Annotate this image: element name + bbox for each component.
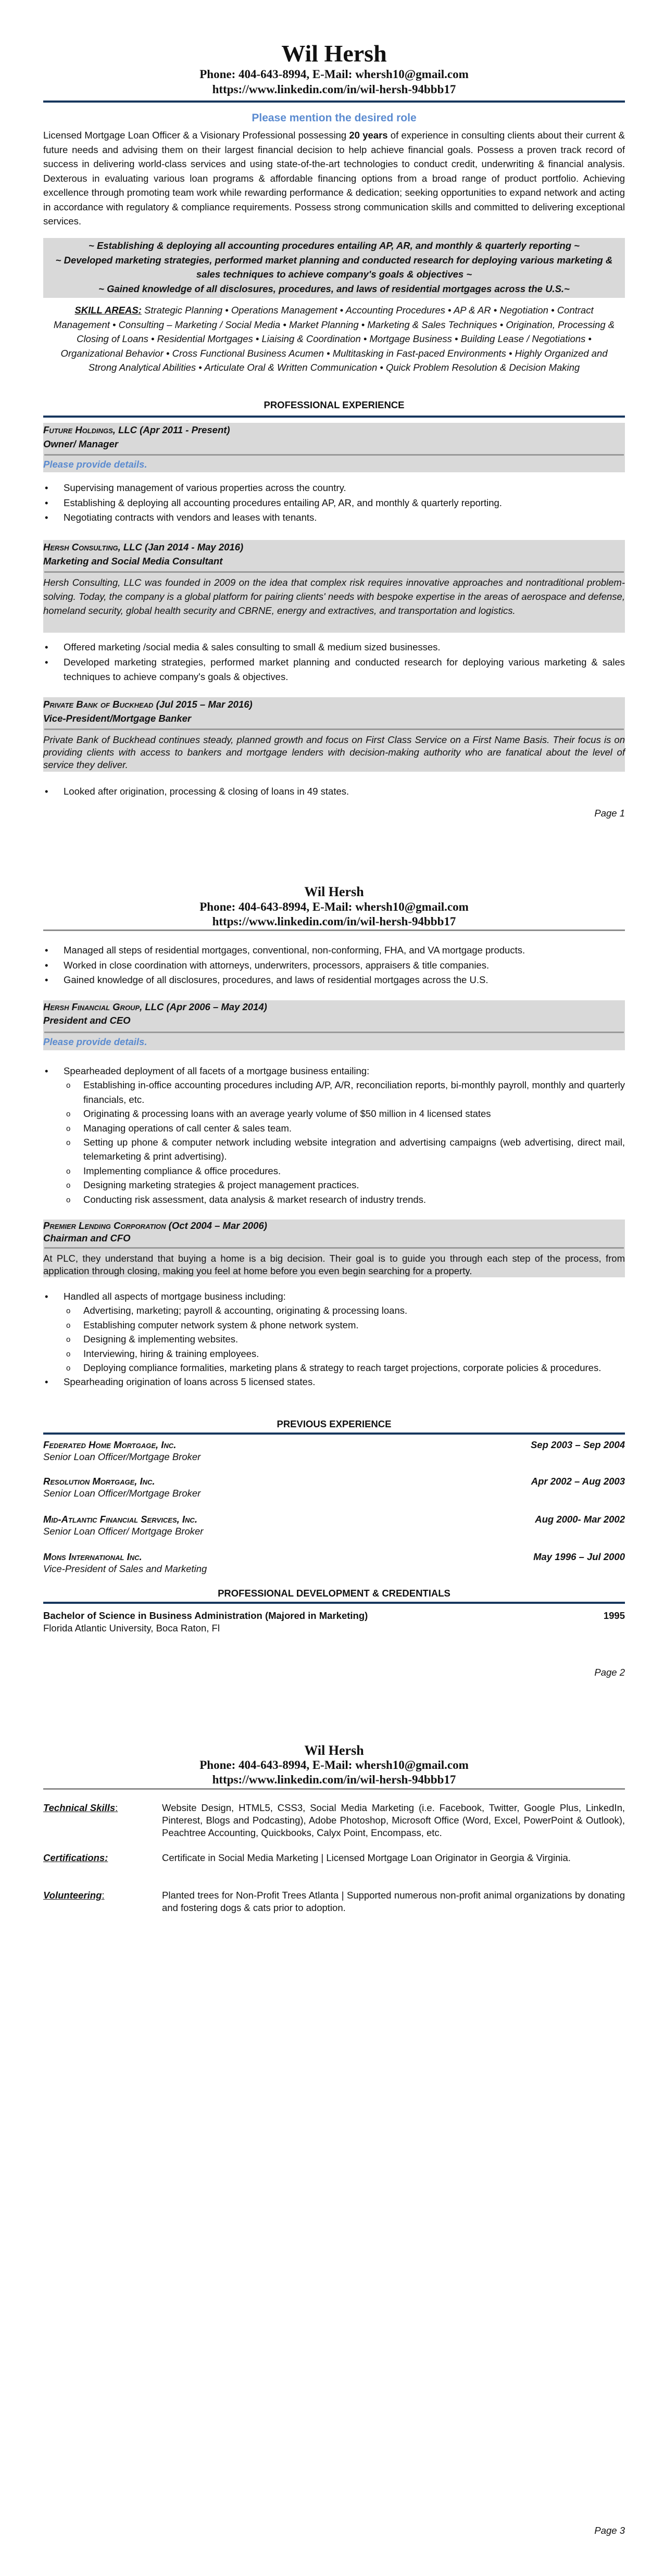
job-bullets — [43, 784, 625, 799]
circle-bullet-icon: o — [66, 1195, 71, 1204]
skill-areas-label: SKILL AREAS: — [74, 305, 142, 316]
section-heading-professional-development: PROFESSIONAL DEVELOPMENT & CREDENTIALS — [218, 1588, 450, 1599]
bullet-item — [43, 1289, 625, 1375]
job-header-hersh-financial-group — [43, 1000, 625, 1050]
job-header-private-bank-of-buckhead — [43, 697, 625, 772]
bullet-item — [43, 784, 625, 799]
label-text: Certifications: — [43, 1852, 108, 1863]
circle-bullet-icon: o — [66, 1124, 71, 1133]
linkedin-url[interactable]: https://www.linkedin.com/in/wil-hersh-94bbb17 — [212, 1773, 456, 1786]
job-title: Chairman and CFO — [43, 1233, 131, 1243]
degree: Bachelor of Science in Business Administration (Majored in Marketing) — [43, 1610, 368, 1621]
job-dates: May 1996 – Jul 2000 — [533, 1551, 625, 1562]
highlight-item: ~ Gained knowledge of all disclosures, procedures, and laws of residential mortgages across the U.S.~ — [98, 283, 570, 294]
summary-text: Licensed Mortgage Loan Officer & a Visionary Professional possessing — [43, 130, 349, 141]
bullet-text: Spearheaded deployment of all facets of a mortgage business entailing: — [64, 1065, 370, 1076]
sub-bullet-text: Setting up phone & computer network including website integration and advertising campaigns (web advertising, direct mail, telemarketing & print advertising). — [83, 1137, 625, 1162]
circle-bullet-icon: o — [66, 1306, 71, 1316]
circle-bullet-icon: o — [66, 1081, 71, 1090]
sub-bullet-item — [64, 1135, 625, 1164]
sub-bullet-item — [64, 1332, 625, 1346]
circle-bullet-icon: o — [66, 1335, 71, 1344]
bullet-icon: • — [45, 959, 48, 971]
circle-bullet-icon: o — [66, 1181, 71, 1190]
job-title: President and CEO — [43, 1015, 131, 1026]
job-title: Senior Loan Officer/Mortgage Broker — [43, 1488, 201, 1499]
circle-bullet-icon: o — [66, 1138, 71, 1148]
bullet-text: Developed marketing strategies, performed market planning and conducted research for deploying various marketing & sales techniques to achieve company's goals & objectives. — [64, 656, 625, 682]
resume-name: Wil Hersh — [304, 884, 364, 899]
sub-bullet-text: Designing & implementing websites. — [83, 1334, 239, 1345]
sub-bullet-item — [64, 1318, 625, 1332]
contact-line: Phone: 404-643-8994, E-Mail: whersh10@gmail.com — [199, 68, 469, 81]
highlights-box — [43, 238, 625, 298]
certifications — [43, 1852, 625, 1864]
job-header-premier-lending — [43, 1220, 625, 1277]
company-description: At PLC, they understand that buying a home is a big decision. Their goal is to guide you through each step of the process, from application through closing, making you feel at home before you even begin searching for a property. — [43, 1253, 625, 1276]
bullet-item — [43, 973, 625, 988]
section-heading-previous-experience: PREVIOUS EXPERIENCE — [277, 1418, 392, 1429]
bullet-icon: • — [45, 656, 48, 668]
summary-years: 20 years — [349, 130, 388, 141]
section-divider — [43, 1602, 625, 1604]
section-divider — [43, 416, 625, 418]
bullet-item — [43, 1064, 625, 1207]
sub-bullet-text: Managing operations of call center & sales team. — [83, 1122, 292, 1134]
sub-bullet-list — [64, 1078, 625, 1207]
school: Florida Atlantic University, Boca Raton, Fl — [43, 1623, 220, 1633]
bullet-item — [43, 510, 625, 525]
job-title: Vice-President/Mortgage Banker — [43, 713, 192, 724]
sub-bullet-item — [64, 1361, 625, 1375]
bullet-text: Establishing & deploying all accounting procedures entailing AP, AR, and monthly & quarterly reporting. — [64, 497, 502, 508]
page-number: Page 1 — [594, 808, 625, 819]
bullet-icon: • — [45, 1291, 48, 1302]
sub-bullet-text: Implementing compliance & office procedures. — [83, 1165, 281, 1176]
company-name: Resolution Mortgage, Inc. — [43, 1476, 155, 1487]
label-sep: : — [102, 1890, 105, 1901]
company-name: Federated Home Mortgage, Inc. — [43, 1439, 177, 1450]
bullet-text: Offered marketing /social media & sales consulting to small & medium sized businesses. — [64, 642, 441, 652]
extra-value: Certificate in Social Media Marketing | Licensed Mortgage Loan Originator in Georgia & Virginia. — [162, 1852, 571, 1863]
box-divider — [44, 1032, 624, 1033]
job-dates: Aug 2000- Mar 2002 — [535, 1514, 625, 1525]
bullet-text: Gained knowledge of all disclosures, procedures, and laws of residential mortgages across the U.S. — [64, 974, 488, 985]
job-header-hersh-consulting — [43, 540, 625, 633]
job-title: Vice-President of Sales and Marketing — [43, 1563, 207, 1574]
technical-skills — [43, 1802, 625, 1839]
education-entry — [43, 1610, 625, 1635]
company-name: Hersh Consulting, LLC — [43, 542, 142, 552]
sub-bullet-item — [64, 1192, 625, 1207]
summary-paragraph — [43, 128, 625, 229]
circle-bullet-icon: o — [66, 1364, 71, 1373]
job-dates: Apr 2002 – Aug 2003 — [531, 1476, 625, 1487]
section-heading-professional-experience: PROFESSIONAL EXPERIENCE — [264, 399, 405, 410]
job-title: Senior Loan Officer/ Mortgage Broker — [43, 1526, 204, 1537]
box-divider — [44, 1247, 624, 1249]
job-bullets — [43, 1064, 625, 1207]
extra-label — [43, 1802, 162, 1839]
job-dates: (Oct 2004 – Mar 2006) — [166, 1220, 267, 1231]
sub-bullet-text: Interviewing, hiring & training employees. — [83, 1348, 259, 1359]
bullet-item — [43, 958, 625, 973]
bullet-icon: • — [45, 786, 48, 797]
company-name: Hersh Financial Group, LLC — [43, 1001, 164, 1012]
box-divider — [44, 571, 624, 573]
bullet-item — [43, 1375, 625, 1389]
sub-bullet-list — [64, 1303, 625, 1375]
contact-line: Phone: 404-643-8994, E-Mail: whersh10@gmail.com — [199, 900, 469, 913]
bullet-text: Worked in close coordination with attorneys, underwriters, processors, appraisers & title companies. — [64, 959, 490, 971]
bullet-text: Negotiating contracts with vendors and leases with tenants. — [64, 512, 317, 523]
bullet-icon: • — [45, 974, 48, 985]
company-name: Mons International Inc. — [43, 1551, 142, 1562]
bullet-icon: • — [45, 497, 48, 508]
previous-job — [43, 1513, 625, 1537]
section-divider — [43, 1432, 625, 1435]
details-placeholder: Please provide details. — [43, 459, 147, 470]
circle-bullet-icon: o — [66, 1110, 71, 1119]
company-name: Mid-Atlantic Financial Services, Inc. — [43, 1514, 197, 1525]
bullet-text: Handled all aspects of mortgage business including: — [64, 1291, 286, 1302]
bullet-item — [43, 655, 625, 685]
resume-name: Wil Hersh — [304, 1743, 364, 1758]
label-text: Technical Skills — [43, 1802, 116, 1813]
sub-bullet-item — [64, 1078, 625, 1107]
extra-label — [43, 1852, 162, 1864]
bullet-icon: • — [45, 512, 48, 523]
bullet-item — [43, 481, 625, 496]
label-sep: : — [115, 1802, 118, 1813]
bullet-icon: • — [45, 945, 48, 956]
circle-bullet-icon: o — [66, 1349, 71, 1359]
volunteering — [43, 1889, 625, 1914]
sub-bullet-text: Establishing in-office accounting procedures including A/P, A/R, reconciliation reports, bi-monthly payroll, monthly and quarterly financials, etc. — [83, 1079, 625, 1105]
job-bullets — [43, 1289, 625, 1389]
sub-bullet-text: Conducting risk assessment, data analysis & market research of industry trends. — [83, 1193, 427, 1205]
contact-line: Phone: 404-643-8994, E-Mail: whersh10@gmail.com — [199, 1758, 469, 1771]
sub-bullet-item — [64, 1107, 625, 1121]
job-dates: Sep 2003 – Sep 2004 — [530, 1439, 625, 1450]
job-bullets-continued — [43, 943, 625, 988]
previous-job — [43, 1475, 625, 1499]
company-name: Future Holdings, LLC — [43, 424, 137, 435]
details-placeholder: Please provide details. — [43, 1036, 147, 1047]
sub-bullet-item — [64, 1347, 625, 1361]
company-name: Private Bank of Buckhead — [43, 699, 154, 710]
job-header-future-holdings — [43, 423, 625, 472]
sub-bullet-text: Originating & processing loans with an average yearly volume of $50 million in 4 licensed states — [83, 1108, 491, 1120]
extra-value: Website Design, HTML5, CSS3, Social Media Marketing (i.e. Facebook, Twitter, Google Plus, LinkedIn, Pinterest, Blogs and Podcasting), Adobe Photoshop, Microsoft Office (Word, Excel, PowerPoint & Outlook), Peachtree Accounting, Quickbooks, Calyx Point, Encompass, etc. — [162, 1802, 625, 1838]
previous-job — [43, 1439, 625, 1463]
skill-areas — [43, 303, 625, 375]
linkedin-url[interactable]: https://www.linkedin.com/in/wil-hersh-94bbb17 — [212, 83, 456, 96]
sub-bullet-item — [64, 1303, 625, 1317]
skill-areas-list: Strategic Planning • Operations Management • Accounting Procedures • AP & AR • Negotiation • Contract Management • Consulting – Marketing / Social Media • Market Planning • Marketing & Sales Techniques • Origination, Processing & Closing of Loans • Residential Mortgages • Liaising & Coordination • Mortgage Business • Building Lease / Negotiations • Organizational Behavior • Cross Functional Business Acumen • Multitasking in Fast-paced Environments • Highly Organized and Strong Analytical Abilities • Articulate Oral & Written Communication • Quick Problem Resolution & Decision Making — [53, 305, 615, 373]
job-dates: (Apr 2006 – May 2014) — [164, 1001, 267, 1012]
sub-bullet-item — [64, 1178, 625, 1192]
sub-bullet-text: Designing marketing strategies & project management practices. — [83, 1179, 359, 1191]
highlight-item: ~ Developed marketing strategies, performed market planning and conducted research for deploying various marketing & sales techniques to achieve company's goals & objectives ~ — [55, 254, 613, 280]
circle-bullet-icon: o — [66, 1166, 71, 1176]
bullet-text: Supervising management of various properties across the country. — [64, 482, 346, 493]
bullet-text: Spearheading origination of loans across 5 licensed states. — [64, 1376, 316, 1388]
linkedin-url[interactable]: https://www.linkedin.com/in/wil-hersh-94bbb17 — [212, 915, 456, 928]
bullet-item — [43, 496, 625, 511]
header-divider — [43, 100, 625, 103]
resume-name: Wil Hersh — [281, 40, 387, 67]
bullet-icon: • — [45, 1376, 48, 1388]
sub-bullet-text: Establishing computer network system & phone network system. — [83, 1319, 359, 1330]
page-number: Page 2 — [594, 1667, 625, 1678]
job-dates: (Jan 2014 - May 2016) — [142, 542, 244, 552]
highlight-item: ~ Establishing & deploying all accounting procedures entailing AP, AR, and monthly & quarterly reporting ~ — [89, 240, 580, 251]
header-divider — [43, 929, 625, 931]
bullet-item — [43, 640, 625, 655]
company-description: Private Bank of Buckhead continues steady, planned growth and focus on First Class Service on a First Name Basis. Their focus is on providing clients with access to bankers and mortgage lenders with decision-making authority who are fanatical about the level of service they deliver. — [43, 734, 625, 770]
header-divider — [43, 1788, 625, 1790]
bullet-text: Looked after origination, processing & closing of loans in 49 states. — [64, 786, 349, 797]
job-title: Owner/ Manager — [43, 438, 118, 449]
company-name: Premier Lending Corporation — [43, 1220, 166, 1231]
box-divider — [44, 454, 624, 456]
bullet-icon: • — [45, 1065, 48, 1076]
desired-role-placeholder: Please mention the desired role — [252, 112, 417, 124]
bullet-icon: • — [45, 482, 48, 493]
label-text: Volunteering — [43, 1890, 102, 1901]
company-description: Hersh Consulting, LLC was founded in 2009 on the idea that complex risk requires innovative approaches and nontraditional problem-solving. Today, the company is a global platform for pairing clients' needs with bespoke expertise in the areas of aerospace and defense, homeland security, global health security and CBRNE, energy and extractives, and transportation and logistics. — [43, 577, 625, 616]
bullet-item — [43, 943, 625, 958]
sub-bullet-item — [64, 1164, 625, 1178]
graduation-year: 1995 — [603, 1610, 625, 1621]
bullet-text: Managed all steps of residential mortgages, conventional, non-conforming, FHA, and VA mortgage products. — [64, 945, 525, 956]
extra-label — [43, 1889, 162, 1914]
previous-job — [43, 1551, 625, 1575]
job-dates: (Jul 2015 – Mar 2016) — [153, 699, 253, 710]
job-title: Senior Loan Officer/Mortgage Broker — [43, 1451, 201, 1462]
job-bullets — [43, 481, 625, 525]
sub-bullet-text: Deploying compliance formalities, marketing plans & strategy to reach target projections, corporate policies & procedures. — [83, 1362, 602, 1374]
job-title: Marketing and Social Media Consultant — [43, 556, 223, 567]
sub-bullet-item — [64, 1121, 625, 1135]
job-dates: (Apr 2011 - Present) — [137, 424, 230, 435]
job-bullets — [43, 640, 625, 685]
page-number: Page 3 — [594, 2525, 625, 2536]
bullet-icon: • — [45, 642, 48, 652]
extra-value: Planted trees for Non-Profit Trees Atlanta | Supported numerous non-profit animal organizations by donating and fostering dogs & cats prior to adoption. — [162, 1890, 625, 1913]
circle-bullet-icon: o — [66, 1321, 71, 1330]
box-divider — [44, 728, 624, 730]
summary-text: of experience in consulting clients about their current & future needs and advising them on their largest financial decision to help achieve financial goals. Possess a proven track record of success in delivering world-class services and using state-of-the-art technologies to conduct credit, underwriting & financial analysis. Dexterous in evaluating various loan programs & affordable financing options from a broad range of product portfolio. Achieving excellence through promoting team work while rewarding performance & dedication; seeking opportunities to expand network and acting in accordance with regulatory & compliance requirements. Possess strong communication skills and committed to delivering exceptional services. — [43, 130, 625, 227]
sub-bullet-text: Advertising, marketing; payroll & accounting, originating & processing loans. — [83, 1305, 408, 1316]
